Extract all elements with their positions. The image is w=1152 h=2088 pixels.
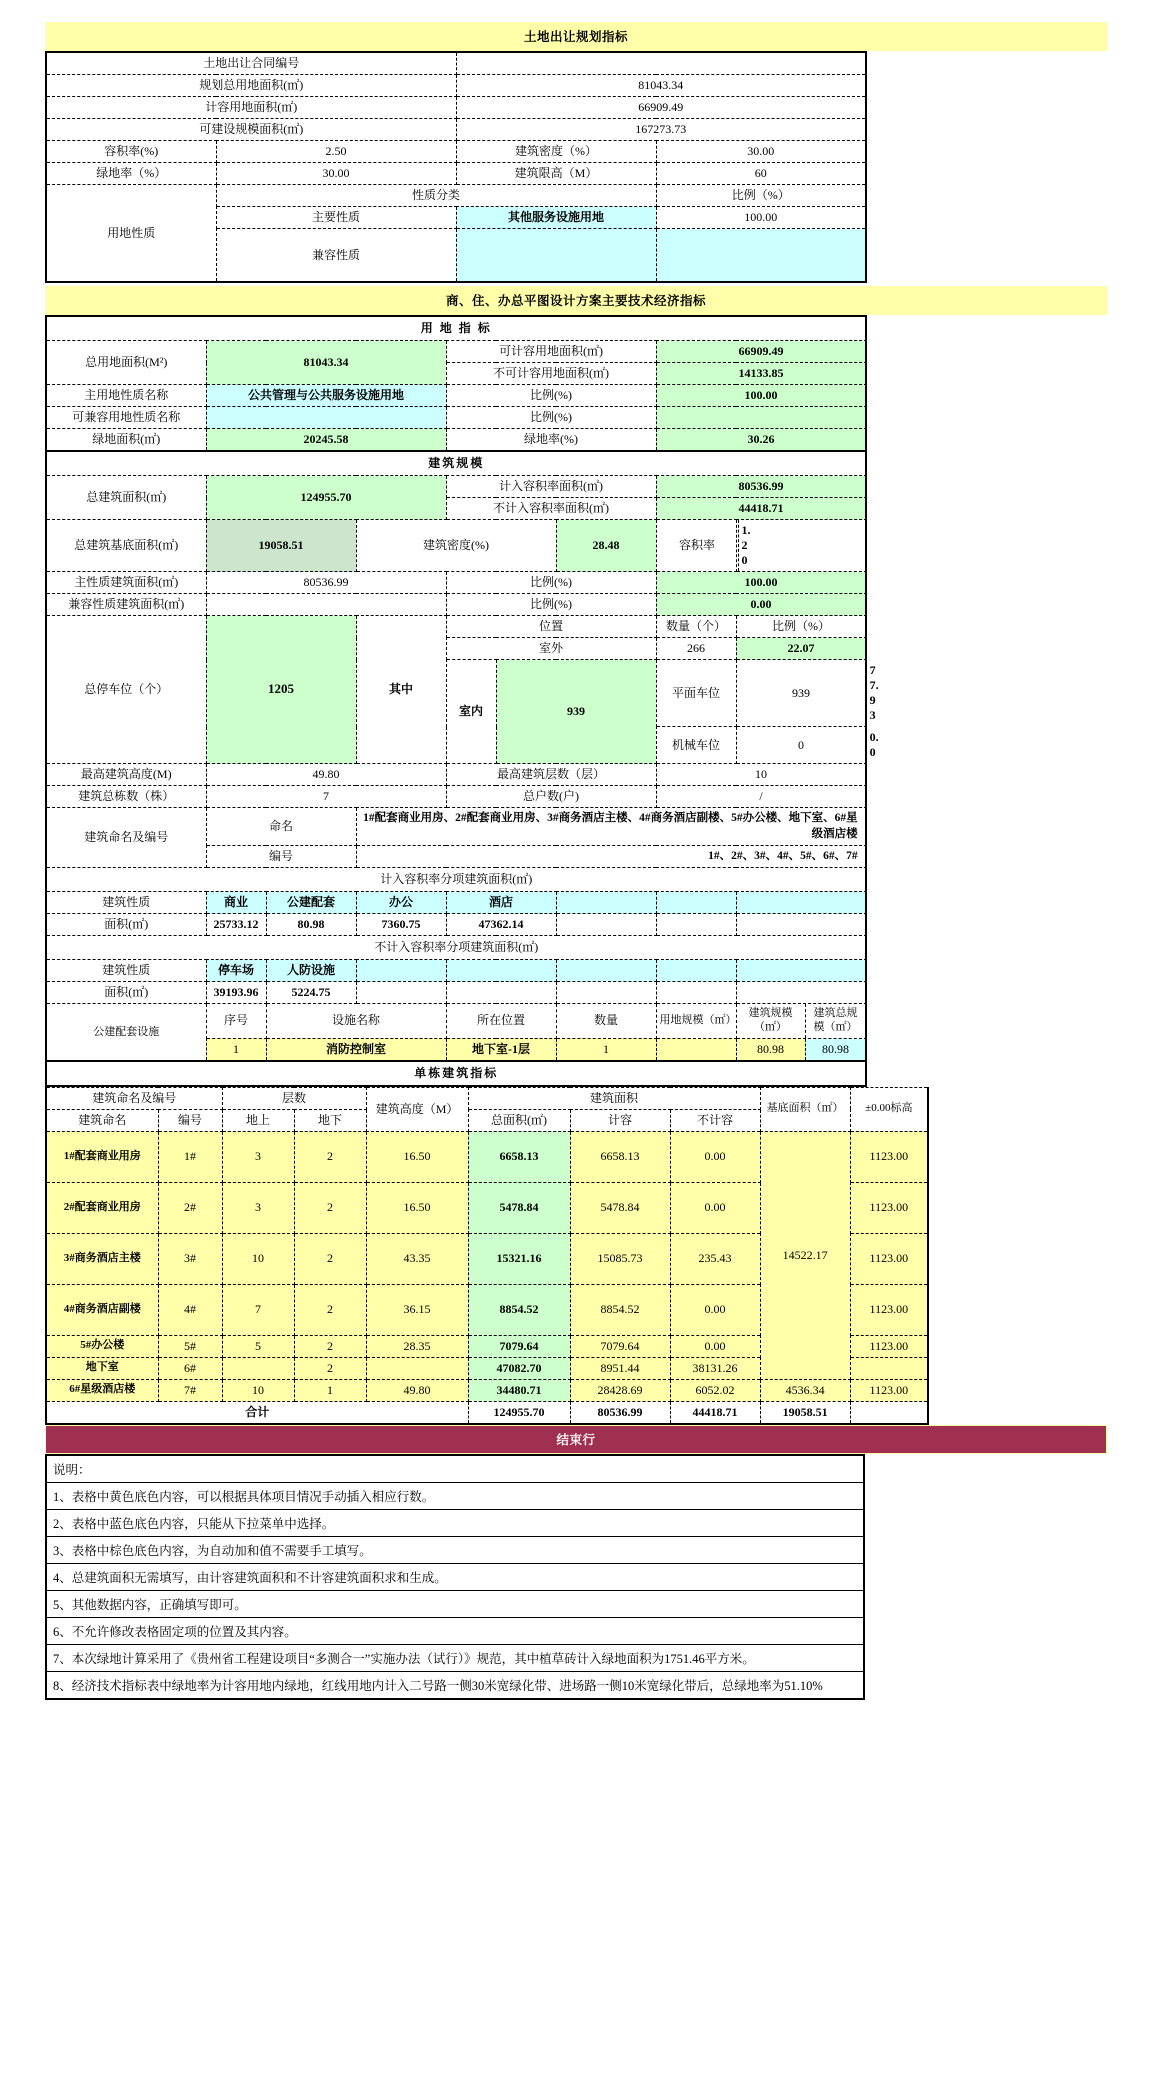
contract-no-value[interactable] xyxy=(456,52,866,75)
outdoor-parking-qty[interactable]: 266 xyxy=(656,638,736,660)
table-row xyxy=(46,786,866,808)
building-nofar[interactable]: 0.00 xyxy=(670,1182,760,1233)
compat-land-nature-value[interactable] xyxy=(206,407,446,429)
facility-land[interactable] xyxy=(656,1038,736,1061)
far-rate-value[interactable]: 2.50 xyxy=(216,141,456,163)
parking-qty-header: 数量（个） xyxy=(656,616,736,638)
main-building-area-label: 主性质建筑面积(㎡) xyxy=(46,572,206,594)
max-floor-label: 最高建筑层数（层） xyxy=(446,764,656,786)
far-land-value[interactable]: 66909.49 xyxy=(456,97,866,119)
building-above[interactable]: 10 xyxy=(222,1379,294,1401)
far-item-name[interactable] xyxy=(656,892,736,914)
green-area-value[interactable]: 20245.58 xyxy=(206,429,446,452)
total-land-value[interactable]: 81043.34 xyxy=(456,75,866,97)
flat-parking-qty[interactable]: 939 xyxy=(736,660,866,727)
far-rate-label: 容积率(%) xyxy=(46,141,216,163)
nature-ratio-header: 比例（%） xyxy=(656,185,866,207)
far-item-name[interactable]: 商业 xyxy=(206,892,266,914)
building-nofar[interactable]: 0.00 xyxy=(670,1131,760,1182)
table-row: 室内 939 平面车位 939 77.93 xyxy=(46,660,866,727)
sum-far: 80536.99 xyxy=(570,1401,670,1424)
table-row xyxy=(46,914,866,936)
building-density-value: 28.48 xyxy=(556,520,656,572)
far-land-area-value[interactable]: 66909.49 xyxy=(656,341,866,363)
building-no[interactable]: 1# xyxy=(158,1131,222,1182)
far-item-area[interactable]: 47362.14 xyxy=(446,914,556,936)
col-height-header: 建筑高度（M） xyxy=(366,1087,468,1131)
table-row xyxy=(46,52,866,75)
building-name[interactable]: 地下室 xyxy=(46,1357,158,1379)
outdoor-parking-pct: 22.07 xyxy=(736,638,866,660)
group-area-header: 建筑面积 xyxy=(468,1087,760,1109)
table-row: 总建筑基底面积(㎡) 19058.51 建筑密度(%) 28.48 容积率 1.20 xyxy=(46,520,866,572)
buildable-label: 可建设规模面积(㎡) xyxy=(46,119,456,141)
table-row xyxy=(46,119,866,141)
nofar-building-area-label: 不计入容积率面积(㎡) xyxy=(446,498,656,520)
nature-class-header: 性质分类 xyxy=(216,185,656,207)
table-row xyxy=(46,1131,928,1182)
note-item: 8、经济技术指标表中绿地率为计容用地内绿地，红线用地内计入二号路一侧30米宽绿化带、进场路一侧10米宽绿化带后，总绿地率为51.10% xyxy=(53,1678,823,1693)
total-land-area-value[interactable]: 81043.34 xyxy=(206,341,446,385)
building-elev[interactable]: 1123.00 xyxy=(850,1233,928,1284)
building-above[interactable]: 3 xyxy=(222,1182,294,1233)
building-elev[interactable]: 1123.00 xyxy=(850,1284,928,1335)
col-above-header: 地上 xyxy=(222,1109,294,1131)
compat-building-pct-value: 0.00 xyxy=(656,594,866,616)
table-row xyxy=(46,185,866,207)
building-total: 5478.84 xyxy=(468,1182,570,1233)
building-density-label: 建筑密度(%) xyxy=(356,520,556,572)
building-nofar[interactable]: 38131.26 xyxy=(670,1357,760,1379)
no-row-label: 编号 xyxy=(206,846,356,868)
table-row xyxy=(46,1401,928,1424)
nofar-area-label: 面积(㎡) xyxy=(46,982,206,1004)
sum-elev xyxy=(850,1401,928,1424)
building-total: 15321.16 xyxy=(468,1233,570,1284)
compat-building-area-label: 兼容性质建筑面积(㎡) xyxy=(46,594,206,616)
col-below-header: 地下 xyxy=(294,1109,366,1131)
compat-land-ratio-label: 比例(%) xyxy=(446,407,656,429)
table-row xyxy=(46,808,866,846)
no-row-value[interactable]: 1#、2#、3#、4#、5#、6#、7# xyxy=(356,846,866,868)
main-nature-ratio[interactable]: 100.00 xyxy=(656,207,866,229)
section1-title: 土地出让规划指标 xyxy=(45,22,1107,51)
building-nofar[interactable]: 6052.02 xyxy=(670,1379,760,1401)
flat-parking-label: 平面车位 xyxy=(656,660,736,727)
main-building-area-value[interactable]: 80536.99 xyxy=(206,572,446,594)
facility-total-scale: 80.98 xyxy=(805,1039,866,1060)
table-row xyxy=(46,1061,866,1086)
far-item-name[interactable]: 酒店 xyxy=(446,892,556,914)
main-land-ratio-value[interactable]: 100.00 xyxy=(656,385,866,407)
building-above[interactable]: 3 xyxy=(222,1131,294,1182)
compat-land-ratio-value[interactable] xyxy=(656,407,866,429)
building-total: 7079.64 xyxy=(468,1335,570,1357)
table-row xyxy=(46,75,866,97)
building-below[interactable]: 2 xyxy=(294,1357,366,1379)
total-building-area-value: 124955.70 xyxy=(206,476,446,520)
far-item-area[interactable] xyxy=(556,914,656,936)
group-naming-header: 建筑命名及编号 xyxy=(46,1087,222,1109)
far-item-area[interactable]: 80.98 xyxy=(266,914,356,936)
table-row xyxy=(46,97,866,119)
building-below[interactable]: 2 xyxy=(294,1233,366,1284)
facilities-side-label: 公建配套设施 xyxy=(46,1004,206,1061)
col-name-header: 建筑命名 xyxy=(46,1109,158,1131)
main-building-pct-label: 比例(%) xyxy=(446,572,656,594)
building-above[interactable] xyxy=(222,1357,294,1379)
building-total: 6658.13 xyxy=(468,1131,570,1182)
building-elev[interactable]: 1123.00 xyxy=(850,1335,928,1357)
compat-building-area-value[interactable] xyxy=(206,594,446,616)
section2-title: 商、住、办总平图设计方案主要技术经济指标 xyxy=(45,286,1107,315)
table-row xyxy=(46,594,866,616)
density-label: 建筑密度（%） xyxy=(456,141,656,163)
compat-nature-value[interactable] xyxy=(456,229,656,283)
land-transfer-table xyxy=(45,51,867,283)
building-below[interactable]: 2 xyxy=(294,1182,366,1233)
building-height[interactable]: 36.15 xyxy=(366,1284,468,1335)
table-row xyxy=(46,892,866,914)
building-nofar[interactable]: 0.00 xyxy=(670,1335,760,1357)
table-row xyxy=(46,1087,928,1109)
building-height[interactable] xyxy=(366,1357,468,1379)
building-elev[interactable]: 1123.00 xyxy=(850,1131,928,1182)
col-nofar-header: 不计容 xyxy=(670,1109,760,1131)
facility-position[interactable]: 地下室-1层 xyxy=(446,1038,556,1061)
total-building-area-label: 总建筑面积(㎡) xyxy=(46,476,206,520)
facilities-col-pos: 所在位置 xyxy=(446,1004,556,1039)
building-no[interactable]: 4# xyxy=(158,1284,222,1335)
main-nature-value[interactable]: 其他服务设施用地 xyxy=(456,207,656,229)
facility-building-scale[interactable]: 80.98 xyxy=(737,1039,806,1060)
nofar-building-area-value[interactable]: 44418.71 xyxy=(656,498,866,520)
building-far[interactable]: 15085.73 xyxy=(570,1233,670,1284)
note-item: 4、总建筑面积无需填写，由计容建筑面积和不计容建筑面积求和生成。 xyxy=(47,1564,863,1591)
nofar-item-name[interactable]: 停车场 xyxy=(206,960,266,982)
building-base[interactable]: 4536.34 xyxy=(760,1379,850,1401)
building-below[interactable]: 2 xyxy=(294,1335,366,1357)
building-total: 47082.70 xyxy=(468,1357,570,1379)
household-count-value[interactable]: / xyxy=(656,786,866,808)
far-land-area-label: 可计容用地面积(㎡) xyxy=(446,341,656,363)
total-parking-value: 1205 xyxy=(206,616,356,764)
building-below[interactable]: 1 xyxy=(294,1379,366,1401)
table-row xyxy=(46,868,866,892)
nofar-item-name[interactable]: 人防设施 xyxy=(266,960,356,982)
main-land-nature-value[interactable]: 公共管理与公共服务设施用地 xyxy=(206,385,446,407)
table-row xyxy=(46,141,866,163)
col-no-header: 编号 xyxy=(158,1109,222,1131)
table-row xyxy=(46,616,866,638)
table-row xyxy=(46,936,866,960)
nofar-item-name[interactable] xyxy=(356,960,446,982)
building-name[interactable]: 1#配套商业用房 xyxy=(46,1131,158,1182)
green-rate-value[interactable]: 30.00 xyxy=(216,163,456,185)
parking-position-header: 位置 xyxy=(446,616,656,638)
table-row xyxy=(46,764,866,786)
sum-base: 19058.51 xyxy=(760,1401,850,1424)
table-row xyxy=(46,429,866,452)
buildable-value[interactable]: 167273.73 xyxy=(456,119,866,141)
building-above[interactable]: 10 xyxy=(222,1233,294,1284)
building-above[interactable]: 5 xyxy=(222,1335,294,1357)
sum-nofar: 44418.71 xyxy=(670,1401,760,1424)
indoor-parking-label: 室内 xyxy=(446,660,496,764)
nofar-land-area-label: 不可计容用地面积(㎡) xyxy=(446,363,656,385)
building-no[interactable]: 7# xyxy=(158,1379,222,1401)
note-item: 1、表格中黄色底色内容，可以根据具体项目情况手动插入相应行数。 xyxy=(47,1483,863,1510)
outdoor-parking-label: 室外 xyxy=(446,638,656,660)
far-item-name[interactable] xyxy=(556,892,656,914)
far-item-name[interactable]: 公建配套 xyxy=(266,892,356,914)
building-no[interactable]: 6# xyxy=(158,1357,222,1379)
sum-label: 合计 xyxy=(46,1401,468,1424)
note-item: 2、表格中蓝色底色内容，只能从下拉菜单中选择。 xyxy=(47,1510,863,1537)
building-height[interactable]: 49.80 xyxy=(366,1379,468,1401)
far-area-label: 面积(㎡) xyxy=(46,914,206,936)
nofar-nature-label: 建筑性质 xyxy=(46,960,206,982)
land-nature-label: 用地性质 xyxy=(46,185,216,283)
building-far[interactable]: 7079.64 xyxy=(570,1335,670,1357)
base-area-value: 19058.51 xyxy=(206,520,356,572)
building-name[interactable]: 4#商务酒店副楼 xyxy=(46,1284,158,1335)
nofar-item-area[interactable]: 39193.96 xyxy=(206,982,266,1004)
note-item: 3、表格中棕色底色内容，为自动加和值不需要手工填写。 xyxy=(47,1537,863,1564)
facilities-col-name: 设施名称 xyxy=(266,1004,446,1039)
nofar-item-area[interactable] xyxy=(656,982,736,1004)
building-scale-header: 建筑规模 xyxy=(46,451,866,476)
nofar-item-area[interactable] xyxy=(356,982,446,1004)
note-item: 7、本次绿地计算采用了《贵州省工程建设项目“多测合一”实施办法（试行）》规范，其中植草砖计入绿地面积为1751.46平方米。 xyxy=(47,1645,863,1672)
nofar-item-name[interactable] xyxy=(556,960,656,982)
facilities-col-total: 建筑总规模（㎡） xyxy=(813,1007,858,1033)
far-building-area-value[interactable]: 80536.99 xyxy=(656,476,866,498)
building-far[interactable]: 5478.84 xyxy=(570,1182,670,1233)
height-limit-label: 建筑限高（M） xyxy=(456,163,656,185)
building-count-label: 建筑总栋数（株） xyxy=(46,786,206,808)
name-row-label: 命名 xyxy=(206,808,356,846)
table-row xyxy=(46,1004,866,1039)
nofar-item-area[interactable] xyxy=(736,982,866,1004)
far-ratio-label: 容积率 xyxy=(657,520,739,571)
facility-no[interactable]: 1 xyxy=(206,1038,266,1061)
single-building-header: 单栋建筑指标 xyxy=(46,1061,866,1086)
group-floors-header: 层数 xyxy=(222,1087,366,1109)
main-building-pct-value: 100.00 xyxy=(656,572,866,594)
building-nofar[interactable]: 235.43 xyxy=(670,1233,760,1284)
facilities-col-qty: 数量 xyxy=(556,1004,656,1039)
compat-nature-ratio[interactable] xyxy=(656,229,866,283)
table-row xyxy=(46,163,866,185)
mech-parking-qty[interactable]: 0 xyxy=(736,727,866,764)
building-elev[interactable] xyxy=(850,1357,928,1379)
building-name[interactable]: 6#星级酒店楼 xyxy=(46,1379,158,1401)
building-name[interactable]: 3#商务酒店主楼 xyxy=(46,1233,158,1284)
building-height[interactable]: 28.35 xyxy=(366,1335,468,1357)
far-breakdown-header: 计入容积率分项建筑面积(㎡) xyxy=(46,868,866,892)
nofar-item-area[interactable]: 5224.75 xyxy=(266,982,356,1004)
total-parking-label: 总停车位（个） xyxy=(46,616,206,764)
naming-label: 建筑命名及编号 xyxy=(46,808,206,868)
main-nature-label: 主要性质 xyxy=(216,207,456,229)
max-height-value[interactable]: 49.80 xyxy=(206,764,446,786)
table-row xyxy=(46,316,866,341)
building-elev[interactable]: 1123.00 xyxy=(850,1379,928,1401)
building-base[interactable]: 14522.17 xyxy=(760,1131,850,1379)
indoor-parking-qty: 939 xyxy=(496,660,656,764)
sum-total: 124955.70 xyxy=(468,1401,570,1424)
notes-block xyxy=(45,1454,865,1700)
building-no[interactable]: 5# xyxy=(158,1335,222,1357)
table-row: 机械车位 0 0.0 xyxy=(46,727,866,764)
end-row-band: 结束行 xyxy=(45,1425,1107,1454)
nofar-item-name[interactable] xyxy=(446,960,556,982)
far-nature-label: 建筑性质 xyxy=(46,892,206,914)
building-below[interactable]: 2 xyxy=(294,1131,366,1182)
building-no[interactable]: 2# xyxy=(158,1182,222,1233)
single-building-table xyxy=(45,1087,929,1425)
facility-name[interactable]: 消防控制室 xyxy=(266,1038,446,1061)
height-limit-value[interactable]: 60 xyxy=(656,163,866,185)
building-name[interactable]: 5#办公楼 xyxy=(46,1335,158,1357)
tech-economic-table xyxy=(45,315,879,1087)
col-elev-header: ±0.00标高 xyxy=(850,1087,928,1131)
far-item-area[interactable] xyxy=(656,914,736,936)
note-item: 5、其他数据内容，正确填写即可。 xyxy=(47,1591,863,1618)
density-value[interactable]: 30.00 xyxy=(656,141,866,163)
far-building-area-label: 计入容积率面积(㎡) xyxy=(446,476,656,498)
table-row xyxy=(46,1379,928,1401)
nofar-item-name[interactable] xyxy=(656,960,736,982)
far-land-label: 计容用地面积(㎡) xyxy=(46,97,456,119)
main-land-ratio-label: 比例(%) xyxy=(446,385,656,407)
far-item-area[interactable]: 7360.75 xyxy=(356,914,446,936)
far-item-area[interactable] xyxy=(736,914,866,936)
building-far[interactable]: 28428.69 xyxy=(570,1379,670,1401)
household-count-label: 总户数(户) xyxy=(446,786,656,808)
nofar-item-area[interactable] xyxy=(556,982,656,1004)
compat-land-nature-label: 可兼容用地性质名称 xyxy=(46,407,206,429)
facilities-col-bld: 建筑规模（㎡） xyxy=(737,1004,806,1038)
nofar-item-area[interactable] xyxy=(446,982,556,1004)
building-far[interactable]: 8951.44 xyxy=(570,1357,670,1379)
building-count-value[interactable]: 7 xyxy=(206,786,446,808)
building-total: 8854.52 xyxy=(468,1284,570,1335)
table-row xyxy=(46,341,866,363)
parking-pct-header: 比例（%） xyxy=(736,616,866,638)
parking-among-label: 其中 xyxy=(356,616,446,764)
facility-qty[interactable]: 1 xyxy=(556,1038,656,1061)
max-height-label: 最高建筑高度(M) xyxy=(46,764,206,786)
table-row xyxy=(46,451,866,476)
nofar-land-area-value[interactable]: 14133.85 xyxy=(656,363,866,385)
building-nofar[interactable]: 0.00 xyxy=(670,1284,760,1335)
building-name[interactable]: 2#配套商业用房 xyxy=(46,1182,158,1233)
building-far[interactable]: 6658.13 xyxy=(570,1131,670,1182)
building-above[interactable]: 7 xyxy=(222,1284,294,1335)
facilities-col-land: 用地规模（㎡） xyxy=(656,1004,736,1039)
building-far[interactable]: 8854.52 xyxy=(570,1284,670,1335)
table-row xyxy=(46,407,866,429)
main-land-nature-label: 主用地性质名称 xyxy=(46,385,206,407)
table-row xyxy=(46,572,866,594)
notes-title: 说明： xyxy=(47,1456,863,1483)
base-area-label: 总建筑基底面积(㎡) xyxy=(46,520,206,572)
facilities-col-no: 序号 xyxy=(206,1004,266,1039)
table-row xyxy=(46,960,866,982)
col-total-header: 总面积(㎡) xyxy=(468,1109,570,1131)
col-base-header: 基底面积（㎡） xyxy=(760,1087,850,1131)
green-area-label: 绿地面积(㎡) xyxy=(46,429,206,452)
green-rate2-value[interactable]: 30.26 xyxy=(656,429,866,452)
building-below[interactable]: 2 xyxy=(294,1284,366,1335)
nofar-item-name[interactable] xyxy=(736,960,866,982)
building-height[interactable]: 43.35 xyxy=(366,1233,468,1284)
mech-parking-label: 机械车位 xyxy=(656,727,736,764)
green-rate-label: 绿地率（%） xyxy=(46,163,216,185)
table-row xyxy=(46,385,866,407)
far-item-name[interactable]: 办公 xyxy=(356,892,446,914)
col-far-header: 计容 xyxy=(570,1109,670,1131)
building-elev[interactable]: 1123.00 xyxy=(850,1182,928,1233)
green-rate2-label: 绿地率(%) xyxy=(446,429,656,452)
total-land-area-label: 总用地面积(M²) xyxy=(46,341,206,385)
total-land-label: 规划总用地面积(㎡) xyxy=(46,75,456,97)
contract-no-label: 土地出让合同编号 xyxy=(46,52,456,75)
building-no[interactable]: 3# xyxy=(158,1233,222,1284)
building-height[interactable]: 16.50 xyxy=(366,1131,468,1182)
far-item-name[interactable] xyxy=(736,892,866,914)
nofar-breakdown-header: 不计入容积率分项建筑面积(㎡) xyxy=(46,936,866,960)
name-row-value[interactable]: 1#配套商业用房、2#配套商业用房、3#商务酒店主楼、4#商务酒店副楼、5#办公楼、地下室、6#星级酒店楼 xyxy=(356,808,866,846)
far-item-area[interactable]: 25733.12 xyxy=(206,914,266,936)
table-row xyxy=(46,982,866,1004)
compat-nature-label: 兼容性质 xyxy=(216,229,456,283)
max-floor-value[interactable]: 10 xyxy=(656,764,866,786)
building-height[interactable]: 16.50 xyxy=(366,1182,468,1233)
land-indicators-header: 用 地 指 标 xyxy=(46,316,866,341)
note-item: 6、不允许修改表格固定项的位置及其内容。 xyxy=(47,1618,863,1645)
compat-building-pct-label: 比例(%) xyxy=(446,594,656,616)
table-row xyxy=(46,476,866,498)
building-total: 34480.71 xyxy=(468,1379,570,1401)
